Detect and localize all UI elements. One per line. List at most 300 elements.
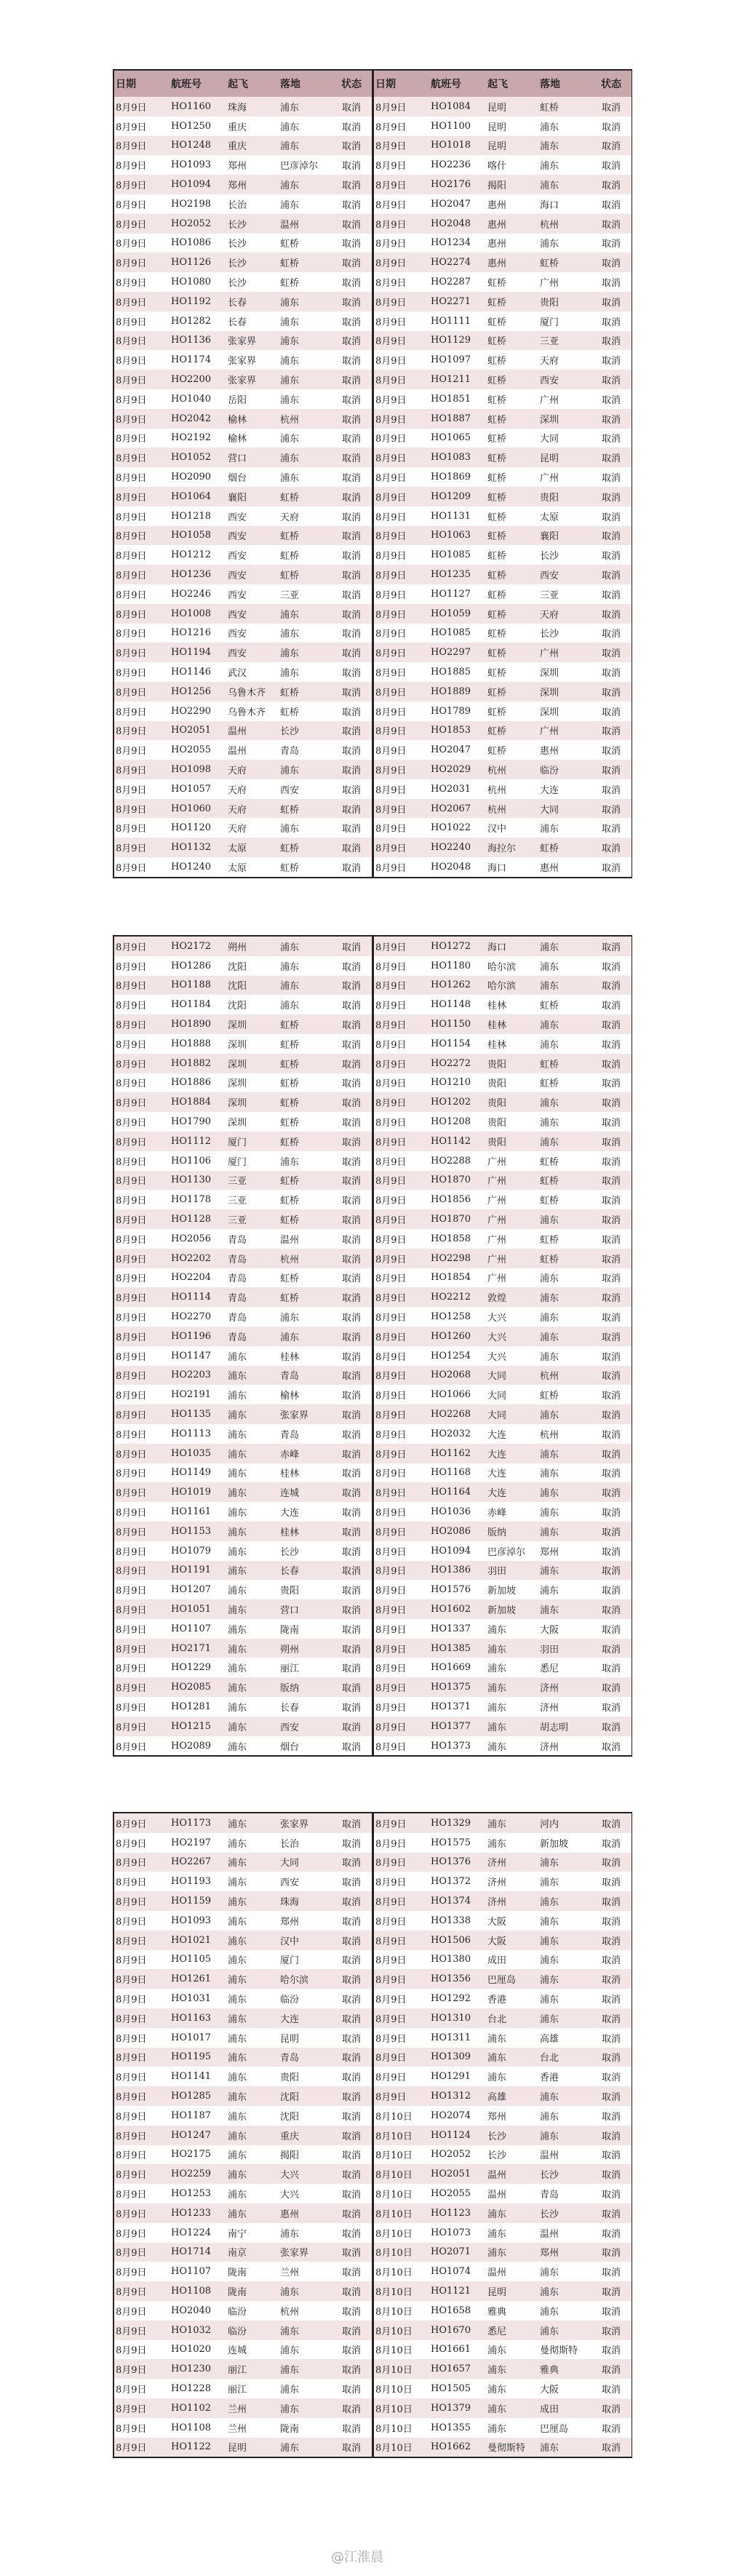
table-cell: HO1230 xyxy=(171,2364,212,2375)
table-cell: 浦东 xyxy=(228,1644,247,1655)
table-cell: 天府 xyxy=(540,609,559,621)
table-cell: 取消 xyxy=(601,2131,621,2142)
table-cell: 8月9日 xyxy=(116,1527,147,1538)
table-cell: 8月9日 xyxy=(116,434,147,445)
table-cell: HO1018 xyxy=(431,140,471,151)
table-half-right xyxy=(374,937,632,1755)
table-cell: 雅典 xyxy=(540,2365,559,2377)
table-cell: 乌鲁木齐 xyxy=(228,687,266,699)
table-cell: 8月9日 xyxy=(116,765,147,776)
table-cell: 济州 xyxy=(487,1897,507,1909)
table-cell: HO1107 xyxy=(171,1623,212,1634)
table-row xyxy=(114,1969,372,1989)
table-cell: 浦东 xyxy=(487,2072,507,2084)
table-cell: 8月9日 xyxy=(375,2053,407,2064)
table-row xyxy=(114,799,372,819)
table-cell: 取消 xyxy=(341,1176,361,1188)
table-cell: HO1882 xyxy=(171,1057,212,1069)
table-cell: 西安 xyxy=(280,1722,300,1733)
table-cell: 虹桥 xyxy=(280,1118,300,1129)
table-cell: 8月9日 xyxy=(116,551,147,562)
table-cell: 浦东 xyxy=(228,1663,247,1675)
table-row xyxy=(114,2184,372,2203)
table-row xyxy=(374,1717,632,1736)
table-cell: 取消 xyxy=(341,1020,361,1032)
table-cell: 8月10日 xyxy=(375,2345,413,2357)
table-cell: HO2086 xyxy=(431,1525,471,1537)
table-cell: 取消 xyxy=(341,1313,361,1324)
table-cell: 取消 xyxy=(601,2248,621,2259)
table-cell: HO1889 xyxy=(431,685,471,697)
table-cell: 浦东 xyxy=(280,199,300,211)
table-cell: 8月9日 xyxy=(116,1702,147,1714)
table-cell: HO1312 xyxy=(431,2091,471,2102)
table-cell: HO2085 xyxy=(171,1682,212,1693)
table-cell: 赤峰 xyxy=(280,1449,300,1460)
table-cell: 取消 xyxy=(601,2170,621,2182)
table-cell: 取消 xyxy=(341,2365,361,2377)
table-cell: HO1064 xyxy=(171,490,212,502)
table-cell: 大连 xyxy=(487,1429,507,1441)
table-cell: HO2056 xyxy=(171,1233,212,1244)
table-half-left xyxy=(114,937,374,1755)
table-cell: 浦东 xyxy=(540,1332,559,1343)
table-cell: HO1248 xyxy=(171,140,212,151)
table-cell: 天府 xyxy=(228,765,247,776)
table-cell: 浦东 xyxy=(540,1039,559,1051)
table-cell: 大同 xyxy=(487,1410,507,1422)
table-cell: 浦东 xyxy=(540,1566,559,1578)
table-cell: HO1211 xyxy=(431,374,471,386)
table-cell: 取消 xyxy=(601,609,621,621)
table-cell: 取消 xyxy=(341,317,361,328)
table-cell: 取消 xyxy=(341,2267,361,2279)
table-cell: HO1060 xyxy=(171,803,212,814)
table-cell: HO1236 xyxy=(171,569,212,581)
table-cell: 浦东 xyxy=(280,2228,300,2240)
table-cell: 虹桥 xyxy=(540,1234,559,1246)
table-cell: 取消 xyxy=(341,2190,361,2201)
table-cell: HO1192 xyxy=(171,295,212,307)
table-cell: 虹桥 xyxy=(540,1156,559,1168)
table-cell: 兰州 xyxy=(228,2404,247,2415)
table-row xyxy=(374,1482,632,1502)
table-cell: 8月9日 xyxy=(375,1508,407,1519)
table-cell: HO1123 xyxy=(431,2207,471,2219)
table-cell: 三亚 xyxy=(228,1196,247,1207)
table-cell: HO1057 xyxy=(171,783,212,795)
table-row xyxy=(114,389,372,409)
table-cell: 取消 xyxy=(341,2326,361,2337)
table-cell: 取消 xyxy=(341,278,361,290)
table-cell: 武汉 xyxy=(228,668,247,679)
table-cell: 8月9日 xyxy=(375,2033,407,2045)
table-row xyxy=(374,2067,632,2086)
table-cell: 取消 xyxy=(341,2150,361,2162)
table-cell: HO1094 xyxy=(171,179,212,191)
table-row xyxy=(114,1599,372,1619)
table-cell: 取消 xyxy=(601,219,621,231)
table-cell: 取消 xyxy=(601,394,621,406)
table-row xyxy=(374,292,632,311)
table-row xyxy=(374,1989,632,2008)
table-cell: 8月9日 xyxy=(116,1254,147,1265)
table-cell: 温州 xyxy=(487,2170,507,2182)
table-cell: 西安 xyxy=(280,1877,300,1889)
table-cell: 温州 xyxy=(487,2190,507,2201)
table-cell: 8月9日 xyxy=(375,141,407,153)
table-cell: 取消 xyxy=(601,1137,621,1148)
table-cell: 取消 xyxy=(341,1351,361,1363)
table-cell: 贵阳 xyxy=(487,1118,507,1129)
table-cell: HO2090 xyxy=(171,472,212,483)
table-cell: 取消 xyxy=(601,1234,621,1246)
table-half-right xyxy=(374,71,632,877)
table-cell: 虹桥 xyxy=(280,687,300,699)
table-header-row xyxy=(374,71,632,97)
table-cell: 8月9日 xyxy=(375,1936,407,1947)
table-cell: 浦东 xyxy=(280,141,300,153)
table-cell: 8月9日 xyxy=(375,589,407,601)
table-cell: 浦东 xyxy=(280,2443,300,2454)
table-row xyxy=(374,175,632,194)
table-cell: 取消 xyxy=(601,981,621,993)
table-row xyxy=(114,1813,372,1833)
table-cell: 浦东 xyxy=(540,1936,559,1947)
table-cell: HO1168 xyxy=(431,1467,471,1479)
table-cell: 昆明 xyxy=(280,2033,300,2045)
table-cell: 虹桥 xyxy=(487,707,507,718)
table-cell: 8月9日 xyxy=(375,2092,407,2104)
table-cell: HO1338 xyxy=(431,1915,471,1926)
table-cell: 大同 xyxy=(540,804,559,816)
table-cell: 厦门 xyxy=(228,1137,247,1148)
table-cell: 8月9日 xyxy=(116,2345,147,2357)
table-row xyxy=(114,1541,372,1561)
table-cell: 8月9日 xyxy=(375,1644,407,1655)
table-cell: 浦东 xyxy=(228,1371,247,1383)
table-cell: 大阪 xyxy=(540,1624,559,1636)
table-cell: 取消 xyxy=(601,317,621,328)
table-cell: 8月9日 xyxy=(116,317,147,328)
table-cell: HO1111 xyxy=(431,315,471,327)
table-row xyxy=(374,1327,632,1346)
table-row xyxy=(114,2438,372,2457)
table-cell: 贵阳 xyxy=(540,492,559,504)
table-cell: 取消 xyxy=(601,1936,621,1947)
table-row xyxy=(374,1190,632,1209)
table-cell: 取消 xyxy=(341,199,361,211)
table-cell: 虹桥 xyxy=(487,609,507,621)
table-cell: 8月9日 xyxy=(375,1313,407,1324)
table-cell: 8月10日 xyxy=(375,2306,413,2318)
table-cell: 取消 xyxy=(341,2131,361,2142)
table-cell: 浦东 xyxy=(280,1001,300,1012)
table-cell: 汉中 xyxy=(280,1936,300,1947)
table-cell: HO1669 xyxy=(431,1662,471,1674)
table-cell: 浦东 xyxy=(280,2365,300,2377)
table-cell: 取消 xyxy=(341,1059,361,1070)
table-cell: 惠州 xyxy=(487,239,507,250)
table-cell: HO1207 xyxy=(171,1584,212,1596)
table-cell: 取消 xyxy=(601,2014,621,2025)
table-row xyxy=(374,1171,632,1190)
table-cell: 浦东 xyxy=(228,1818,247,1830)
table-row xyxy=(114,2379,372,2398)
table-cell: 襄阳 xyxy=(540,531,559,543)
table-cell: HO1253 xyxy=(171,2188,212,2200)
table-cell: 青岛 xyxy=(228,1234,247,1246)
table-cell: 成田 xyxy=(540,2404,559,2415)
table-cell: 取消 xyxy=(341,1858,361,1869)
table-cell: 浦东 xyxy=(228,1391,247,1402)
table-cell: 连城 xyxy=(280,1488,300,1500)
table-cell: 8月9日 xyxy=(375,1293,407,1305)
table-cell: 8月9日 xyxy=(116,2306,147,2318)
table-row xyxy=(114,467,372,487)
table-cell: 8月9日 xyxy=(116,1293,147,1305)
table-cell: 取消 xyxy=(601,1429,621,1441)
table-cell: 取消 xyxy=(341,981,361,993)
table-cell: HO1235 xyxy=(431,569,471,581)
table-cell: 浦东 xyxy=(228,2092,247,2104)
table-cell: 8月9日 xyxy=(116,239,147,250)
table-cell: 浦东 xyxy=(228,1410,247,1422)
table-cell: 虹桥 xyxy=(487,356,507,367)
table-row xyxy=(374,2379,632,2398)
table-cell: 取消 xyxy=(341,2248,361,2259)
table-cell: 取消 xyxy=(601,2287,621,2299)
table-cell: 浦东 xyxy=(487,1818,507,1830)
table-cell: 三亚 xyxy=(280,589,300,601)
table-cell: 8月9日 xyxy=(375,1176,407,1188)
table-cell: 取消 xyxy=(341,1818,361,1830)
table-cell: HO1017 xyxy=(171,2032,212,2043)
table-cell: 虹桥 xyxy=(487,746,507,758)
table-cell: 取消 xyxy=(341,141,361,153)
table-cell: HO2259 xyxy=(171,2168,212,2180)
table-cell: 8月9日 xyxy=(375,609,407,621)
table-cell: 8月9日 xyxy=(375,1605,407,1616)
table-cell: HO1869 xyxy=(431,472,471,483)
table-cell: 浦东 xyxy=(228,1975,247,1987)
table-row xyxy=(114,1287,372,1307)
table-cell: HO2068 xyxy=(431,1370,471,1381)
table-row xyxy=(374,1813,632,1833)
table-row xyxy=(374,136,632,156)
table-cell: HO1281 xyxy=(171,1701,212,1712)
table-cell: 8月9日 xyxy=(116,1371,147,1383)
table-cell: 8月9日 xyxy=(375,1683,407,1695)
table-cell: 浦东 xyxy=(228,1488,247,1500)
table-row xyxy=(374,1599,632,1619)
table-cell: 8月9日 xyxy=(116,862,147,874)
table-cell: 浦东 xyxy=(228,1897,247,1909)
table-cell: HO1184 xyxy=(171,999,212,1011)
table-cell: HO1661 xyxy=(431,2344,471,2356)
table-cell: 8月9日 xyxy=(375,512,407,523)
table-row xyxy=(114,818,372,838)
table-cell: 浦东 xyxy=(280,317,300,328)
table-cell: 8月9日 xyxy=(375,161,407,172)
flight-table-3 xyxy=(113,1812,632,2458)
table-cell: 取消 xyxy=(601,1273,621,1285)
table-cell: 昆明 xyxy=(487,2287,507,2299)
table-cell: 大同 xyxy=(280,1858,300,1869)
table-row xyxy=(374,1522,632,1541)
table-cell: HO1074 xyxy=(431,2266,471,2278)
table-cell: 取消 xyxy=(341,356,361,367)
table-cell: HO2067 xyxy=(431,803,471,814)
table-cell: 南京 xyxy=(228,2248,247,2259)
table-cell: 南宁 xyxy=(228,2228,247,2240)
table-cell: HO1021 xyxy=(171,1934,212,1946)
table-cell: HO1008 xyxy=(171,608,212,619)
table-cell: 浦东 xyxy=(280,2345,300,2357)
table-cell: 虹桥 xyxy=(487,375,507,387)
table-cell: 营口 xyxy=(280,1605,300,1616)
table-header-row xyxy=(114,71,372,97)
table-row xyxy=(374,214,632,234)
table-cell: HO1216 xyxy=(171,627,212,639)
table-row xyxy=(374,779,632,799)
table-cell: 虹桥 xyxy=(487,297,507,309)
table-cell: 取消 xyxy=(341,219,361,231)
table-cell: 广州 xyxy=(487,1234,507,1246)
table-row xyxy=(374,604,632,624)
table-cell: 8月9日 xyxy=(116,394,147,406)
table-cell: HO1159 xyxy=(171,1896,212,1907)
table-cell: 取消 xyxy=(601,278,621,290)
table-row xyxy=(374,2203,632,2223)
table-cell: 取消 xyxy=(601,2306,621,2318)
table-cell: 8月9日 xyxy=(116,1644,147,1655)
table-cell: HO1212 xyxy=(171,549,212,561)
table-cell: 取消 xyxy=(341,1449,361,1460)
table-cell: 8月9日 xyxy=(375,1351,407,1363)
table-cell: 8月9日 xyxy=(116,1468,147,1480)
table-cell: 取消 xyxy=(601,512,621,523)
table-cell: 长沙 xyxy=(228,239,247,250)
table-cell: 取消 xyxy=(601,2345,621,2357)
table-cell: 浦东 xyxy=(540,1586,559,1597)
table-cell: 取消 xyxy=(341,1488,361,1500)
table-row xyxy=(374,1366,632,1386)
table-cell: 8月9日 xyxy=(375,317,407,328)
table-cell: 8月9日 xyxy=(375,1468,407,1480)
table-cell: 虹桥 xyxy=(487,726,507,738)
table-cell: 取消 xyxy=(601,1683,621,1695)
table-cell: HO2297 xyxy=(431,647,471,659)
table-cell: 8月10日 xyxy=(375,2150,413,2162)
table-row xyxy=(114,740,372,760)
table-cell: 取消 xyxy=(601,1955,621,1967)
table-cell: 浦东 xyxy=(228,2014,247,2025)
table-cell: 8月9日 xyxy=(116,297,147,309)
table-cell: 取消 xyxy=(341,2014,361,2025)
table-cell: 8月9日 xyxy=(375,414,407,426)
table-cell: 取消 xyxy=(601,862,621,874)
table-cell: 浦东 xyxy=(280,668,300,679)
table-cell: HO1260 xyxy=(431,1330,471,1342)
table-cell: 沈阳 xyxy=(228,1001,247,1012)
table-cell: 8月9日 xyxy=(116,1137,147,1148)
table-cell: HO2200 xyxy=(171,374,212,386)
table-cell: 香港 xyxy=(540,2072,559,2084)
table-row xyxy=(374,1346,632,1366)
table-cell: 长沙 xyxy=(487,2131,507,2142)
table-cell: 浦东 xyxy=(540,1098,559,1110)
table-cell: 8月9日 xyxy=(375,1391,407,1402)
table-cell: 8月9日 xyxy=(116,1877,147,1889)
table-cell: 浦东 xyxy=(280,629,300,640)
table-cell: 取消 xyxy=(601,1468,621,1480)
table-cell: 大连 xyxy=(487,1449,507,1460)
table-cell: HO2074 xyxy=(431,2110,471,2121)
table-cell: HO1193 xyxy=(171,1876,212,1888)
table-cell: 8月10日 xyxy=(375,2170,413,2182)
table-cell: 浦东 xyxy=(280,765,300,776)
table-cell: HO1136 xyxy=(171,335,212,346)
table-cell: HO1247 xyxy=(171,2129,212,2141)
table-cell: 兰州 xyxy=(280,2267,300,2279)
table-cell: HO1272 xyxy=(431,940,471,952)
table-cell: 8月9日 xyxy=(116,1897,147,1909)
table-row xyxy=(374,1969,632,1989)
table-cell: 浦东 xyxy=(487,1702,507,1714)
table-cell: 浦东 xyxy=(280,297,300,309)
table-cell: 浦东 xyxy=(280,824,300,835)
table-cell: 杭州 xyxy=(280,1254,300,1265)
table-cell: 浦东 xyxy=(540,180,559,192)
table-cell: 台北 xyxy=(487,2014,507,2025)
table-cell: 虹桥 xyxy=(280,1176,300,1188)
table-row xyxy=(114,2106,372,2126)
table-cell: 浦东 xyxy=(228,1955,247,1967)
table-cell: 8月10日 xyxy=(375,2111,413,2123)
table-cell: HO1657 xyxy=(431,2364,471,2375)
table-cell: 8月9日 xyxy=(116,2248,147,2259)
table-cell: 8月9日 xyxy=(375,765,407,776)
table-cell: 浦东 xyxy=(228,1624,247,1636)
table-cell: 取消 xyxy=(601,1039,621,1051)
table-row xyxy=(374,155,632,175)
table-cell: 浦东 xyxy=(280,942,300,953)
table-cell: HO1576 xyxy=(431,1584,471,1596)
table-cell: 取消 xyxy=(601,648,621,660)
table-cell: 取消 xyxy=(341,1468,361,1480)
table-cell: 取消 xyxy=(341,1527,361,1538)
table-cell: 浦东 xyxy=(280,473,300,485)
table-cell: 取消 xyxy=(601,122,621,133)
table-row xyxy=(114,1989,372,2008)
table-cell: 8月9日 xyxy=(375,1663,407,1675)
table-cell: 8月9日 xyxy=(116,726,147,738)
table-cell: 杭州 xyxy=(540,1371,559,1383)
table-cell: HO1261 xyxy=(171,1973,212,1985)
table-cell: 8月9日 xyxy=(375,1273,407,1285)
table-cell: 取消 xyxy=(341,1254,361,1265)
table-cell: HO2051 xyxy=(431,2168,471,2180)
table-cell: 8月9日 xyxy=(375,1371,407,1383)
table-cell: 浦东 xyxy=(540,1897,559,1909)
table-cell: 惠州 xyxy=(540,746,559,758)
table-cell: 桂林 xyxy=(280,1351,300,1363)
table-cell: 取消 xyxy=(601,473,621,485)
table-cell: 8月9日 xyxy=(116,2033,147,2045)
table-cell: HO1853 xyxy=(431,725,471,736)
table-cell: HO1858 xyxy=(431,1233,471,1244)
